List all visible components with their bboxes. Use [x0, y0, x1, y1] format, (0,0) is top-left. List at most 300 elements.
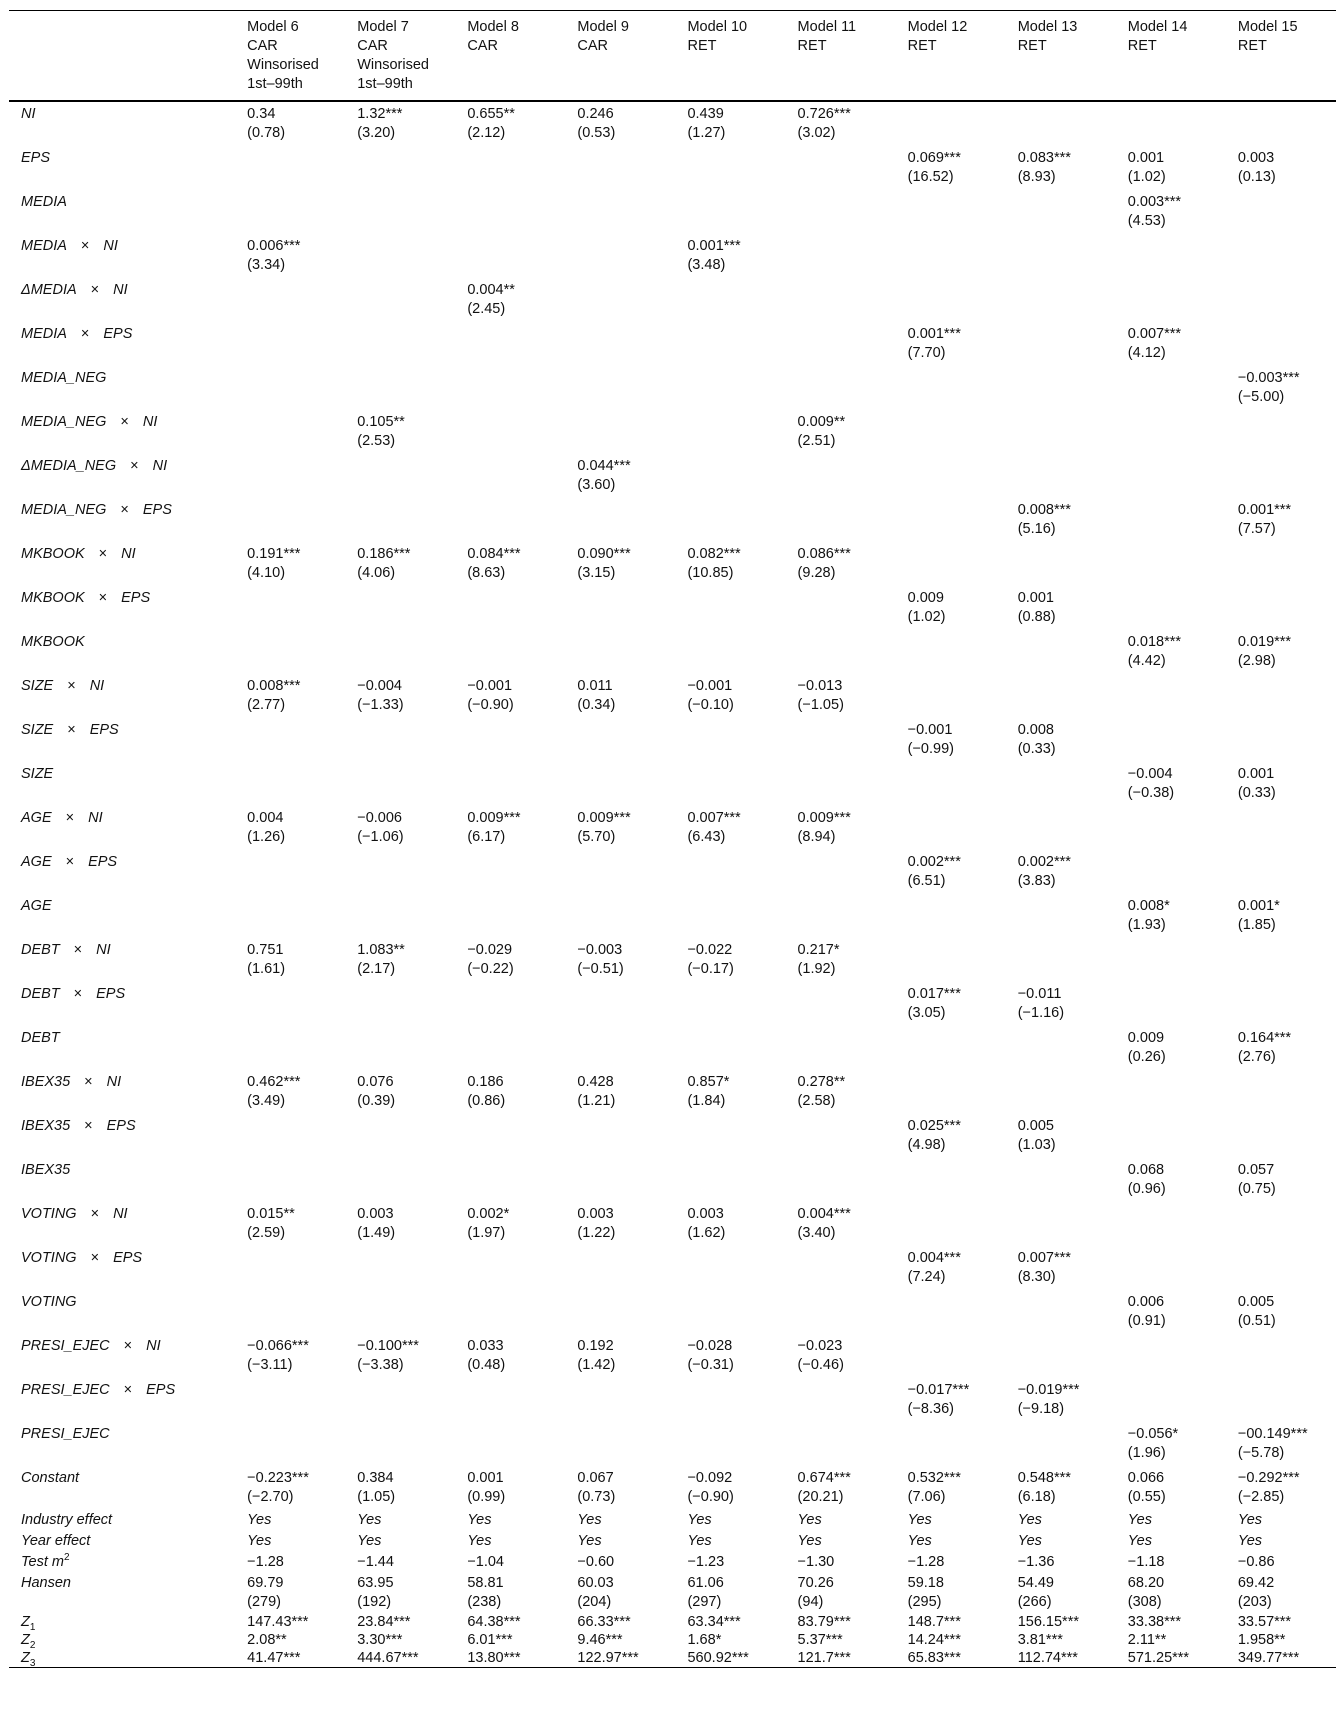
regression-table-container — [9, 10, 1336, 1668]
table-cell — [1226, 190, 1336, 234]
table-cell: Yes — [1017, 1512, 1042, 1528]
table-row — [9, 1246, 1336, 1290]
table-cell: −1.18 — [1127, 1554, 1165, 1570]
table-cell — [1006, 1334, 1116, 1378]
table-cell: 0.004*** (7.24) — [907, 1250, 961, 1285]
row-label-text: Z — [21, 1650, 30, 1666]
table-cell: 0.001 (1.02) — [1127, 150, 1166, 185]
table-cell — [896, 454, 1006, 498]
table-cell — [235, 982, 345, 1026]
table-cell: 0.105** (2.53) — [357, 414, 405, 449]
table-cell: 64.38*** — [467, 1614, 521, 1630]
table-row — [9, 1649, 1336, 1668]
table-cell — [1116, 1202, 1226, 1246]
table-cell — [675, 322, 785, 366]
row-label — [9, 101, 235, 146]
table-cell — [675, 146, 785, 190]
table-cell — [235, 586, 345, 630]
table-cell: Yes — [1127, 1533, 1152, 1549]
table-cell: 0.044*** (3.60) — [577, 458, 631, 493]
table-cell: 5.37*** — [797, 1632, 843, 1648]
table-row — [9, 850, 1336, 894]
multiply-sign: × — [90, 1206, 100, 1222]
table-cell — [455, 586, 565, 630]
table-cell: 0.007*** (4.12) — [1127, 326, 1181, 361]
table-cell — [345, 1290, 455, 1334]
table-cell — [235, 1290, 345, 1334]
table-cell — [345, 1026, 455, 1070]
table-row — [9, 101, 1336, 146]
table-cell: 0.384 (1.05) — [357, 1470, 396, 1505]
row-label-text: AGE — [21, 854, 52, 870]
table-cell — [896, 674, 1006, 718]
table-cell: 63.95 (192) — [357, 1575, 394, 1610]
table-cell: Yes — [797, 1533, 822, 1549]
table-cell: −0.100*** (−3.38) — [357, 1338, 419, 1373]
table-cell — [345, 1114, 455, 1158]
row-label — [9, 938, 235, 982]
row-label — [9, 1422, 235, 1466]
row-label — [9, 498, 235, 542]
table-cell — [565, 1290, 675, 1334]
table-cell — [1226, 1246, 1336, 1290]
table-cell: 0.006*** (3.34) — [247, 238, 301, 273]
table-cell: −0.292*** (−2.85) — [1237, 1470, 1300, 1505]
row-label-text: ΔMEDIA_NEG — [21, 458, 117, 474]
multiply-sign: × — [90, 282, 100, 298]
table-cell — [1116, 234, 1226, 278]
table-cell: 0.008*** (2.77) — [247, 678, 301, 713]
table-row — [9, 1290, 1336, 1334]
table-cell — [786, 762, 896, 806]
table-cell: 0.003 (1.49) — [357, 1206, 396, 1241]
table-cell — [786, 718, 896, 762]
table-cell — [565, 850, 675, 894]
table-cell — [896, 366, 1006, 410]
table-cell: 0.751 (1.61) — [247, 942, 286, 977]
table-cell: 0.278** (2.58) — [797, 1074, 846, 1109]
table-cell — [455, 1422, 565, 1466]
row-label — [9, 454, 235, 498]
table-cell: 0.067 (0.73) — [577, 1470, 616, 1505]
table-cell — [1116, 278, 1226, 322]
table-cell — [565, 630, 675, 674]
row-label — [9, 1026, 235, 1070]
table-cell — [455, 630, 565, 674]
table-row — [9, 498, 1336, 542]
table-cell — [1006, 322, 1116, 366]
table-cell: 0.217* (1.92) — [797, 942, 840, 977]
table-cell: Yes — [577, 1533, 602, 1549]
table-cell: 14.24*** — [907, 1632, 961, 1648]
row-label — [9, 630, 235, 674]
table-cell — [1116, 498, 1226, 542]
table-cell — [1116, 1114, 1226, 1158]
table-cell: 0.186*** (4.06) — [357, 546, 411, 581]
row-label-interaction: NI — [88, 810, 103, 826]
table-cell: 0.069*** (16.52) — [907, 150, 961, 185]
table-cell: Yes — [1127, 1512, 1152, 1528]
table-cell — [235, 366, 345, 410]
table-cell: 0.008*** (5.16) — [1017, 502, 1071, 537]
table-cell — [1226, 1114, 1336, 1158]
row-label-superscript: 2 — [63, 1552, 70, 1564]
table-cell — [786, 234, 896, 278]
table-row — [9, 1613, 1336, 1631]
table-cell: −1.28 — [247, 1554, 284, 1570]
table-cell: 0.008* (1.93) — [1127, 898, 1170, 933]
multiply-sign: × — [120, 502, 129, 518]
table-row — [9, 1158, 1336, 1202]
table-cell — [675, 498, 785, 542]
table-cell — [345, 1378, 455, 1422]
table-row — [9, 190, 1336, 234]
row-label-interaction: EPS — [142, 502, 172, 518]
table-cell: −1.30 — [797, 1554, 835, 1570]
table-cell: −0.056* (1.96) — [1127, 1426, 1179, 1461]
table-cell — [235, 454, 345, 498]
row-label — [9, 982, 235, 1026]
row-label — [9, 762, 235, 806]
table-row — [9, 1070, 1336, 1114]
table-cell — [786, 190, 896, 234]
row-label-text: NI — [21, 106, 36, 122]
table-cell: 0.057 (0.75) — [1237, 1162, 1276, 1197]
row-label-interaction: EPS — [113, 1250, 143, 1266]
table-cell — [345, 850, 455, 894]
table-cell — [896, 278, 1006, 322]
table-cell: 65.83*** — [896, 1649, 1006, 1668]
table-cell: 0.548*** (6.18) — [1017, 1470, 1071, 1505]
table-cell: 0.532*** (7.06) — [907, 1470, 961, 1505]
table-cell — [235, 850, 345, 894]
table-cell — [1116, 718, 1226, 762]
multiply-sign: × — [84, 1074, 93, 1090]
table-cell: 0.086*** (9.28) — [797, 546, 851, 581]
table-cell: −0.017*** (−8.36) — [907, 1382, 970, 1417]
table-cell: −1.36 — [1017, 1554, 1055, 1570]
table-cell — [1006, 190, 1116, 234]
table-row — [9, 410, 1336, 454]
table-cell: 0.655** (2.12) — [467, 106, 515, 141]
table-cell — [1116, 674, 1226, 718]
row-label-interaction: EPS — [89, 722, 119, 738]
table-cell — [1226, 322, 1336, 366]
table-cell: 0.191*** (4.10) — [247, 546, 301, 581]
table-cell: Yes — [1237, 1533, 1263, 1549]
table-cell: 1.68* — [687, 1632, 722, 1648]
table-cell: 69.79 (279) — [247, 1575, 284, 1610]
table-row — [9, 1466, 1336, 1510]
row-label-interaction: NI — [146, 1338, 161, 1354]
table-cell — [786, 498, 896, 542]
table-cell: 0.34 (0.78) — [247, 106, 286, 141]
table-row — [9, 938, 1336, 982]
table-cell: −1.44 — [357, 1554, 394, 1570]
header-cell-2: Model 7 CAR Winsorised 1st–99th — [345, 11, 455, 102]
table-cell: 0.076 (0.39) — [357, 1074, 396, 1109]
table-cell: 0.007*** (8.30) — [1017, 1250, 1071, 1285]
table-cell — [345, 322, 455, 366]
table-cell: 0.005 (0.51) — [1237, 1294, 1276, 1329]
table-cell — [675, 410, 785, 454]
table-row — [9, 1510, 1336, 1531]
table-cell — [896, 806, 1006, 850]
table-cell: 0.726*** (3.02) — [797, 106, 851, 141]
row-label-interaction: EPS — [121, 590, 151, 606]
table-cell: 0.006 (0.91) — [1127, 1294, 1166, 1329]
table-cell: 122.97*** — [565, 1649, 675, 1668]
table-row — [9, 982, 1336, 1026]
table-cell: −0.003*** (−5.00) — [1237, 370, 1300, 405]
table-cell: 3.30*** — [357, 1632, 403, 1648]
table-cell — [896, 234, 1006, 278]
table-cell: Yes — [687, 1512, 712, 1528]
row-label-text: Constant — [21, 1470, 80, 1486]
table-cell — [455, 234, 565, 278]
row-label-text: VOTING — [21, 1294, 77, 1310]
table-cell: 0.068 (0.96) — [1127, 1162, 1166, 1197]
table-cell: 9.46*** — [577, 1632, 623, 1648]
table-cell: Yes — [467, 1533, 492, 1549]
table-cell: 148.7*** — [907, 1614, 961, 1630]
table-cell — [345, 454, 455, 498]
table-cell — [235, 894, 345, 938]
row-label-interaction: NI — [103, 238, 118, 254]
table-cell — [1226, 234, 1336, 278]
row-label — [9, 1070, 235, 1114]
table-cell — [675, 1378, 785, 1422]
table-cell — [896, 938, 1006, 982]
table-cell: 156.15*** — [1017, 1614, 1079, 1630]
table-cell: 0.019*** (2.98) — [1237, 634, 1292, 669]
table-row — [9, 542, 1336, 586]
table-cell: −0.86 — [1237, 1554, 1275, 1570]
multiply-sign: × — [123, 1382, 133, 1398]
table-cell: 0.009*** (8.94) — [797, 810, 851, 845]
table-cell — [455, 146, 565, 190]
table-cell — [1226, 938, 1336, 982]
table-cell: 0.003 (1.22) — [577, 1206, 616, 1241]
table-cell: 69.42 (203) — [1237, 1575, 1275, 1610]
table-cell — [565, 278, 675, 322]
table-cell — [1116, 806, 1226, 850]
table-cell — [345, 630, 455, 674]
row-label — [9, 718, 235, 762]
table-cell — [1116, 101, 1226, 146]
table-cell — [896, 542, 1006, 586]
row-label — [9, 278, 235, 322]
table-cell — [896, 894, 1006, 938]
regression-table — [9, 10, 1336, 1668]
table-cell — [1226, 982, 1336, 1026]
table-cell — [1226, 101, 1336, 146]
table-cell — [1116, 454, 1226, 498]
table-cell — [565, 762, 675, 806]
table-cell — [1006, 542, 1116, 586]
table-cell — [455, 498, 565, 542]
header-cell-1: Model 6 CAR Winsorised 1st–99th — [235, 11, 345, 102]
table-cell — [896, 762, 1006, 806]
row-label-text: VOTING — [21, 1250, 77, 1266]
table-cell: 0.001*** (7.57) — [1237, 502, 1292, 537]
table-cell — [675, 850, 785, 894]
table-cell — [1226, 454, 1336, 498]
row-label — [9, 322, 235, 366]
table-cell: Yes — [1237, 1512, 1263, 1528]
row-label — [9, 1631, 235, 1649]
row-label-text: Year effect — [21, 1533, 91, 1549]
table-cell — [1006, 674, 1116, 718]
table-cell: −0.001 (−0.99) — [907, 722, 954, 757]
table-cell — [896, 190, 1006, 234]
table-cell — [675, 454, 785, 498]
table-cell — [565, 1422, 675, 1466]
table-cell: 0.025*** (4.98) — [907, 1118, 961, 1153]
row-label-text: MKBOOK — [21, 546, 85, 562]
table-cell: Yes — [797, 1512, 822, 1528]
table-cell — [786, 1114, 896, 1158]
row-label — [9, 542, 235, 586]
table-cell: Yes — [357, 1533, 382, 1549]
row-label — [9, 366, 235, 410]
table-cell — [1006, 454, 1116, 498]
table-cell: 121.7*** — [786, 1649, 896, 1668]
table-cell — [235, 1026, 345, 1070]
row-label-interaction: NI — [113, 282, 128, 298]
table-cell — [1116, 410, 1226, 454]
table-cell: 0.018*** (4.42) — [1127, 634, 1181, 669]
row-label — [9, 1466, 235, 1510]
table-cell: 0.001 (0.33) — [1237, 766, 1276, 801]
table-cell — [675, 1290, 785, 1334]
table-cell — [1116, 850, 1226, 894]
table-row — [9, 674, 1336, 718]
table-cell — [675, 366, 785, 410]
row-label — [9, 1114, 235, 1158]
row-label-interaction: NI — [113, 1206, 128, 1222]
table-cell: −0.092 (−0.90) — [687, 1470, 734, 1505]
table-cell: 1.958** — [1237, 1632, 1286, 1648]
table-cell: 0.001 (0.99) — [467, 1470, 506, 1505]
header-cell-4: Model 9 CAR — [565, 11, 675, 102]
table-cell — [1006, 1422, 1116, 1466]
table-cell: 0.084*** (8.63) — [467, 546, 521, 581]
table-row — [9, 806, 1336, 850]
table-cell — [896, 1158, 1006, 1202]
table-cell: 0.439 (1.27) — [687, 106, 726, 141]
table-row — [9, 366, 1336, 410]
table-cell: 0.004*** (3.40) — [797, 1206, 851, 1241]
row-label-text: IBEX35 — [21, 1074, 71, 1090]
table-cell — [345, 982, 455, 1026]
table-cell: 0.090*** (3.15) — [577, 546, 631, 581]
table-cell: 0.002*** (6.51) — [907, 854, 961, 889]
table-cell — [455, 982, 565, 1026]
row-label — [9, 674, 235, 718]
table-cell: 61.06 (297) — [687, 1575, 724, 1610]
table-cell — [786, 586, 896, 630]
table-cell: −0.028 (−0.31) — [687, 1338, 734, 1373]
table-cell: 147.43*** — [247, 1614, 309, 1630]
row-label — [9, 806, 235, 850]
table-cell: −0.001 (−0.90) — [467, 678, 514, 713]
table-cell — [1006, 894, 1116, 938]
table-cell: 112.74*** — [1006, 1649, 1116, 1668]
row-label-interaction: NI — [152, 458, 168, 474]
row-label-interaction: EPS — [106, 1118, 136, 1134]
row-label-text: Z — [21, 1614, 30, 1630]
table-cell: −0.001 (−0.10) — [687, 678, 734, 713]
table-cell: 0.857* (1.84) — [687, 1074, 730, 1109]
table-cell — [786, 366, 896, 410]
table-cell — [786, 278, 896, 322]
table-cell — [565, 894, 675, 938]
table-cell — [345, 498, 455, 542]
table-cell — [345, 190, 455, 234]
table-cell — [345, 234, 455, 278]
table-cell — [896, 498, 1006, 542]
table-cell: 0.082*** (10.85) — [687, 546, 741, 581]
table-cell: 0.015** (2.59) — [247, 1206, 295, 1241]
table-cell: 58.81 (238) — [467, 1575, 504, 1610]
table-row — [9, 1378, 1336, 1422]
row-label-text: AGE — [21, 810, 52, 826]
table-cell — [1116, 542, 1226, 586]
row-label-interaction: EPS — [88, 854, 118, 870]
row-label-interaction: NI — [89, 678, 105, 694]
table-cell — [1006, 1202, 1116, 1246]
table-cell — [1226, 1202, 1336, 1246]
table-row — [9, 718, 1336, 762]
table-row — [9, 1573, 1336, 1613]
header-cell-3: Model 8 CAR — [455, 11, 565, 102]
multiply-sign: × — [80, 238, 90, 254]
table-cell — [896, 1334, 1006, 1378]
table-cell — [675, 1158, 785, 1202]
table-cell: 0.246 (0.53) — [577, 106, 616, 141]
table-cell — [786, 322, 896, 366]
table-cell: 1.083** (2.17) — [357, 942, 405, 977]
table-cell: Yes — [467, 1512, 492, 1528]
table-cell: −1.28 — [907, 1554, 945, 1570]
table-cell: 66.33*** — [577, 1614, 631, 1630]
table-cell: 54.49 (266) — [1017, 1575, 1054, 1610]
table-cell — [235, 1378, 345, 1422]
table-row — [9, 1631, 1336, 1649]
table-cell: 0.003 (1.62) — [687, 1206, 726, 1241]
header-cell-8: Model 13 RET — [1006, 11, 1116, 102]
table-cell — [1116, 938, 1226, 982]
table-row — [9, 630, 1336, 674]
table-cell — [345, 894, 455, 938]
table-cell — [455, 1290, 565, 1334]
table-cell: 0.033 (0.48) — [467, 1338, 506, 1373]
table-cell: −0.011 (−1.16) — [1017, 986, 1065, 1021]
row-label-subscript: 3 — [29, 1657, 36, 1669]
header-cell-0 — [9, 11, 235, 102]
row-label-text: PRESI_EJEC — [21, 1426, 110, 1442]
table-cell — [1116, 586, 1226, 630]
table-cell: −0.006 (−1.06) — [357, 810, 404, 845]
table-cell — [786, 1378, 896, 1422]
table-cell: 0.083*** (8.93) — [1017, 150, 1071, 185]
table-cell — [896, 1202, 1006, 1246]
table-cell: 0.003 (0.13) — [1237, 150, 1276, 185]
table-cell — [455, 454, 565, 498]
table-cell: 0.164*** (2.76) — [1237, 1030, 1292, 1065]
table-cell — [235, 1158, 345, 1202]
